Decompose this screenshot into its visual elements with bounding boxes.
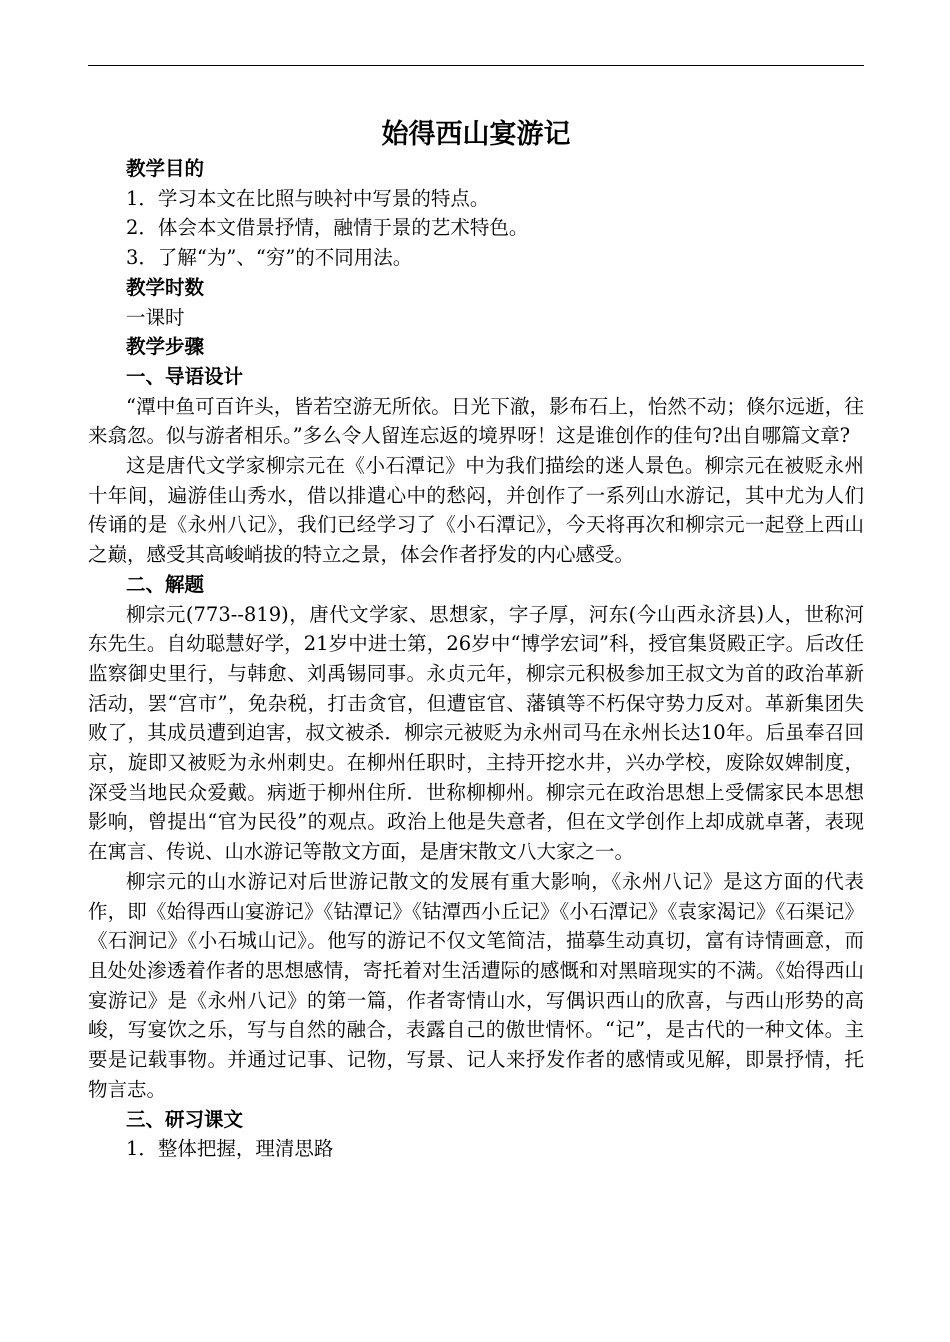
goal-item: 1．学习本文在比照与映衬中写景的特点。 <box>126 186 490 210</box>
goal-item: 3．了解“为”、“穷”的不同用法。 <box>126 246 413 270</box>
step2-heading: 二、解题 <box>126 572 205 596</box>
document-title: 始得西山宴游记 <box>381 119 571 150</box>
goals-heading: 教学目的 <box>126 157 205 180</box>
header-rule <box>88 65 864 66</box>
steps-heading: 教学步骤 <box>126 335 205 359</box>
step1-heading: 一、导语设计 <box>126 364 244 388</box>
step3-item: 1．整体把握，理清思路 <box>126 1137 334 1161</box>
step2-paragraph: 柳宗元(773--819)，唐代文学家、思想家，字子厚，河东(今山西永济县)人，世称河东先生。自幼聪慧好学，21岁中进士第，26岁中“博学宏词”科，授官集贤殿正字。后改任监察御史里行，与韩愈、刘禹锡同事。永贞元年，柳宗元积极参加王叔文为首的政治革新活动，罢“宫市”，免杂税，打击贪官，但遭宦官、藩镇等不朽保守势力反对。革新集团失败了，其成员遭到迫害，叔文被杀．柳宗元被贬为永州司马在永州长达10年。后虽奉召回京，旋即又被贬为永州刺史。在柳州任职时，主持开挖水井，兴办学校，废除奴婢制度，深受当地民众爱戴。病逝于柳州住所．世称柳柳州。柳宗元在政治思想上受儒家民本思想影响，曾提出“官为民役”的观点。政治上他是失意者，但在文学创作上却成就卓著，表现在寓言、传说、山水游记等散文方面，是唐宋散文八大家之一。 <box>88 602 864 864</box>
hours-heading: 教学时数 <box>126 275 205 299</box>
step2-paragraph: 柳宗元的山水游记对后世游记散文的发展有重大影响，《永州八记》是这方面的代表作，即《始得西山宴游记》《钴潭记》《钴潭西小丘记》《小石潭记》《袁家渴记》《石渠记》《石涧记》《小石城山记》。他写的游记不仅文笔简洁，描摹生动真切，富有诗情画意，而且处处渗透着作者的思想感情，寄托着对生活遭际的感慨和对黑暗现实的不满。《始得西山宴游记》是《永州八记》的第一篇，作者寄情山水，写偶识西山的欣喜，与西山形势的高峻，写宴饮之乐，写与自然的融合，表露自己的傲世情怀。“记”，是古代的一种文体。主要是记载事物。并通过记事、记物，写景、记人来抒发作者的感情或见解，即景抒情，托物言志。 <box>88 869 864 1101</box>
document-body <box>88 116 864 1164</box>
step1-paragraph: 这是唐代文学家柳宗元在《小石潭记》中为我们描绘的迷人景色。柳宗元在被贬永州十年间，遍游佳山秀水，借以排遣心中的愁闷，并创作了一系列山水游记，其中尤为人们传诵的是《永州八记》，我们已经学习了《小石潭记》，今天将再次和柳宗元一起登上西山之巅，感受其高峻峭拔的特立之景，体会作者抒发的内心感受。 <box>88 454 864 567</box>
step1-paragraph: “潭中鱼可百许头，皆若空游无所依。日光下澈，影布石上，怡然不动；倏尔远逝，往来翕忽。似与游者相乐。”多么令人留连忘返的境界呀！这是谁创作的佳句?出自哪篇文章? <box>88 394 864 448</box>
hours-value: 一课时 <box>126 305 185 329</box>
step3-heading: 三、研习课文 <box>126 1107 244 1131</box>
goal-item: 2．体会本文借景抒情，融情于景的艺术特色。 <box>126 216 529 240</box>
